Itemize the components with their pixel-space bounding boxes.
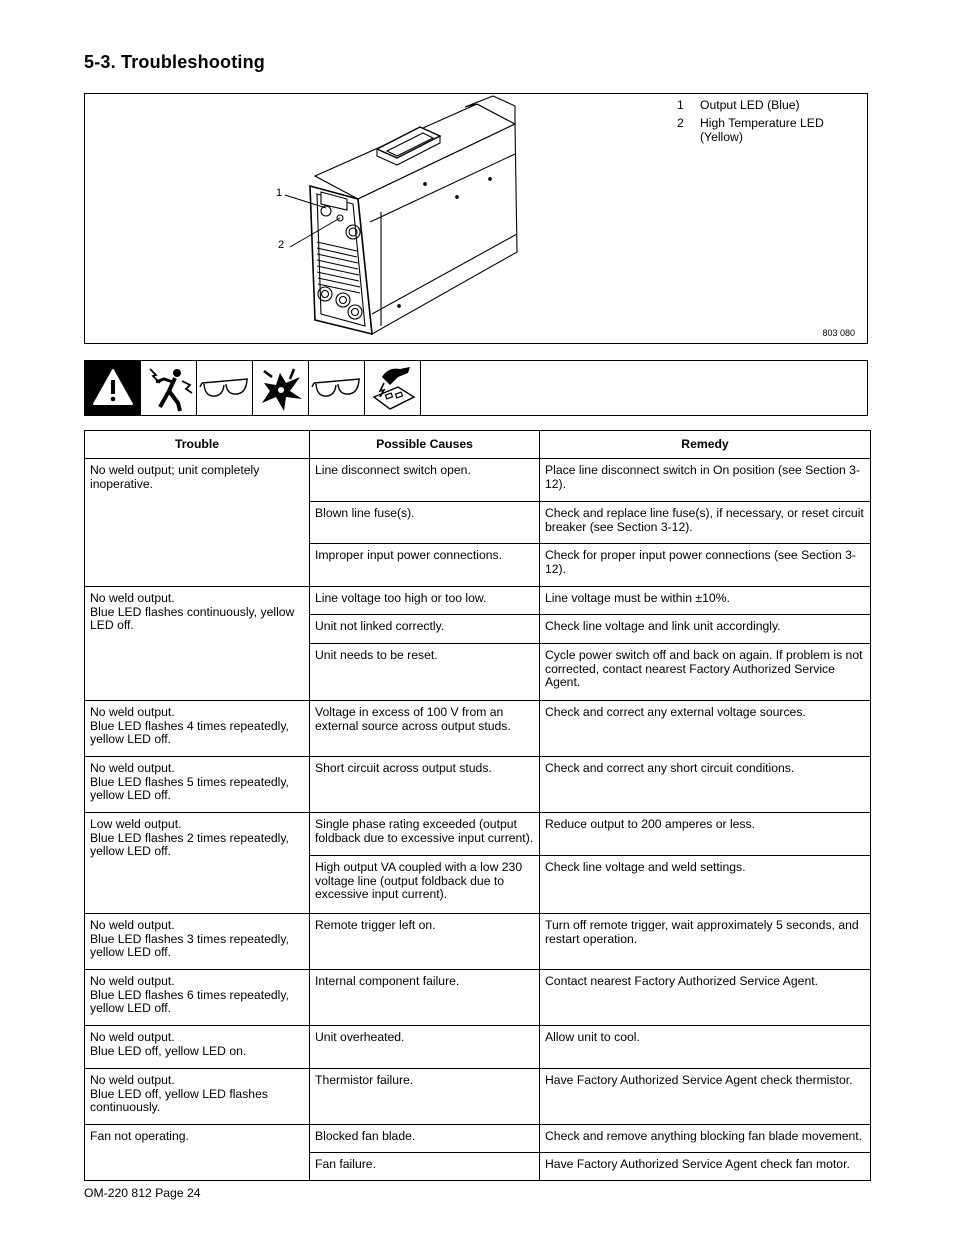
electric-shock-icon: [141, 361, 197, 415]
cause-cell: Remote trigger left on.: [310, 914, 540, 970]
column-header-trouble: Trouble: [85, 431, 310, 459]
safety-glasses-icon: [197, 361, 253, 415]
table-row: [85, 701, 871, 757]
troubleshooting-table: [84, 430, 871, 1181]
table-row: [85, 813, 871, 856]
table-row: [85, 757, 871, 813]
trouble-cell: No weld output. Blue LED flashes continuously, yellow LED off.: [85, 587, 310, 701]
trouble-cell: No weld output. Blue LED flashes 4 times repeatedly, yellow LED off.: [85, 701, 310, 757]
column-header-remedy: Remedy: [540, 431, 871, 459]
table-row: [85, 1069, 871, 1125]
cause-cell: Single phase rating exceeded (output foldback due to excessive input current).: [310, 813, 540, 856]
remedy-cell: Check and remove anything blocking fan blade movement.: [540, 1125, 871, 1153]
remedy-cell: Check and correct any short circuit conditions.: [540, 757, 871, 813]
callout-text: Output LED (Blue): [700, 98, 800, 112]
remedy-cell: Check and replace line fuse(s), if necessary, or reset circuit breaker (see Section 3-12).: [540, 502, 871, 544]
remedy-cell: Check and correct any external voltage sources.: [540, 701, 871, 757]
section-title: 5-3. Troubleshooting: [84, 52, 266, 72]
cause-cell: Unit overheated.: [310, 1026, 540, 1069]
figure-code: 803 080: [822, 328, 855, 338]
page-footer: OM-220 812 Page 24: [84, 1186, 201, 1200]
table-row: [85, 459, 871, 502]
remedy-cell: Allow unit to cool.: [540, 1026, 871, 1069]
table-row: [85, 1125, 871, 1153]
capacitor-hot-parts-icon: [365, 361, 421, 415]
danger-general-icon: [85, 361, 141, 415]
cause-cell: Voltage in excess of 100 V from an external source across output studs.: [310, 701, 540, 757]
callout-number: 2: [677, 116, 684, 130]
callout-item: [677, 116, 867, 144]
remedy-cell: Have Factory Authorized Service Agent check fan motor.: [540, 1153, 871, 1181]
cause-cell: Unit not linked correctly.: [310, 615, 540, 644]
leader-number: 2: [278, 239, 285, 251]
trouble-cell: Low weld output. Blue LED flashes 2 times repeatedly, yellow LED off.: [85, 813, 310, 914]
column-header-possible-causes: Possible Causes: [310, 431, 540, 459]
trouble-cell: Fan not operating.: [85, 1125, 310, 1181]
remedy-cell: Place line disconnect switch in On position (see Section 3-12).: [540, 459, 871, 502]
trouble-cell: No weld output. Blue LED flashes 6 times repeatedly, yellow LED off.: [85, 970, 310, 1026]
callout-number: 1: [677, 98, 684, 112]
trouble-cell: No weld output; unit completely inoperative.: [85, 459, 310, 587]
callout-list: [677, 98, 867, 148]
table-row: [85, 914, 871, 970]
remedy-cell: Check for proper input power connections (see Section 3-12).: [540, 544, 871, 587]
cause-cell: Unit needs to be reset.: [310, 644, 540, 701]
remedy-cell: Reduce output to 200 amperes or less.: [540, 813, 871, 856]
cause-cell: Thermistor failure.: [310, 1069, 540, 1125]
safety-glasses-icon: [309, 361, 365, 415]
remedy-cell: Line voltage must be within ±10%.: [540, 587, 871, 615]
leader-number: 1: [276, 187, 283, 199]
remedy-cell: Have Factory Authorized Service Agent check thermistor.: [540, 1069, 871, 1125]
trouble-cell: No weld output. Blue LED off, yellow LED on.: [85, 1026, 310, 1069]
table-row: [85, 587, 871, 615]
trouble-cell: No weld output. Blue LED off, yellow LED flashes continuously.: [85, 1069, 310, 1125]
cause-cell: Fan failure.: [310, 1153, 540, 1181]
cause-cell: Line disconnect switch open.: [310, 459, 540, 502]
remedy-cell: Cycle power switch off and back on again. If problem is not corrected, contact nearest Factory Authorized Service Agent.: [540, 644, 871, 701]
remedy-cell: Check line voltage and weld settings.: [540, 856, 871, 914]
callout-item: [677, 98, 867, 112]
cause-cell: High output VA coupled with a low 230 voltage line (output foldback due to excessive input current).: [310, 856, 540, 914]
cause-cell: Short circuit across output studs.: [310, 757, 540, 813]
table-header-row: [85, 431, 871, 459]
table-row: [85, 1026, 871, 1069]
warning-symbols: [84, 360, 868, 416]
trouble-cell: No weld output. Blue LED flashes 5 times repeatedly, yellow LED off.: [85, 757, 310, 813]
remedy-cell: Contact nearest Factory Authorized Service Agent.: [540, 970, 871, 1026]
cause-cell: Line voltage too high or too low.: [310, 587, 540, 615]
cause-cell: Blocked fan blade.: [310, 1125, 540, 1153]
remedy-cell: Check line voltage and link unit accordingly.: [540, 615, 871, 644]
remedy-cell: Turn off remote trigger, wait approximately 5 seconds, and restart operation.: [540, 914, 871, 970]
callout-text: High Temperature LED (Yellow): [700, 116, 824, 144]
trouble-cell: No weld output. Blue LED flashes 3 times repeatedly, yellow LED off.: [85, 914, 310, 970]
cause-cell: Blown line fuse(s).: [310, 502, 540, 544]
table-body: [85, 459, 871, 1181]
cause-cell: Internal component failure.: [310, 970, 540, 1026]
table-row: [85, 970, 871, 1026]
moving-parts-fan-icon: [253, 361, 309, 415]
cause-cell: Improper input power connections.: [310, 544, 540, 587]
figure-box: [84, 93, 868, 344]
